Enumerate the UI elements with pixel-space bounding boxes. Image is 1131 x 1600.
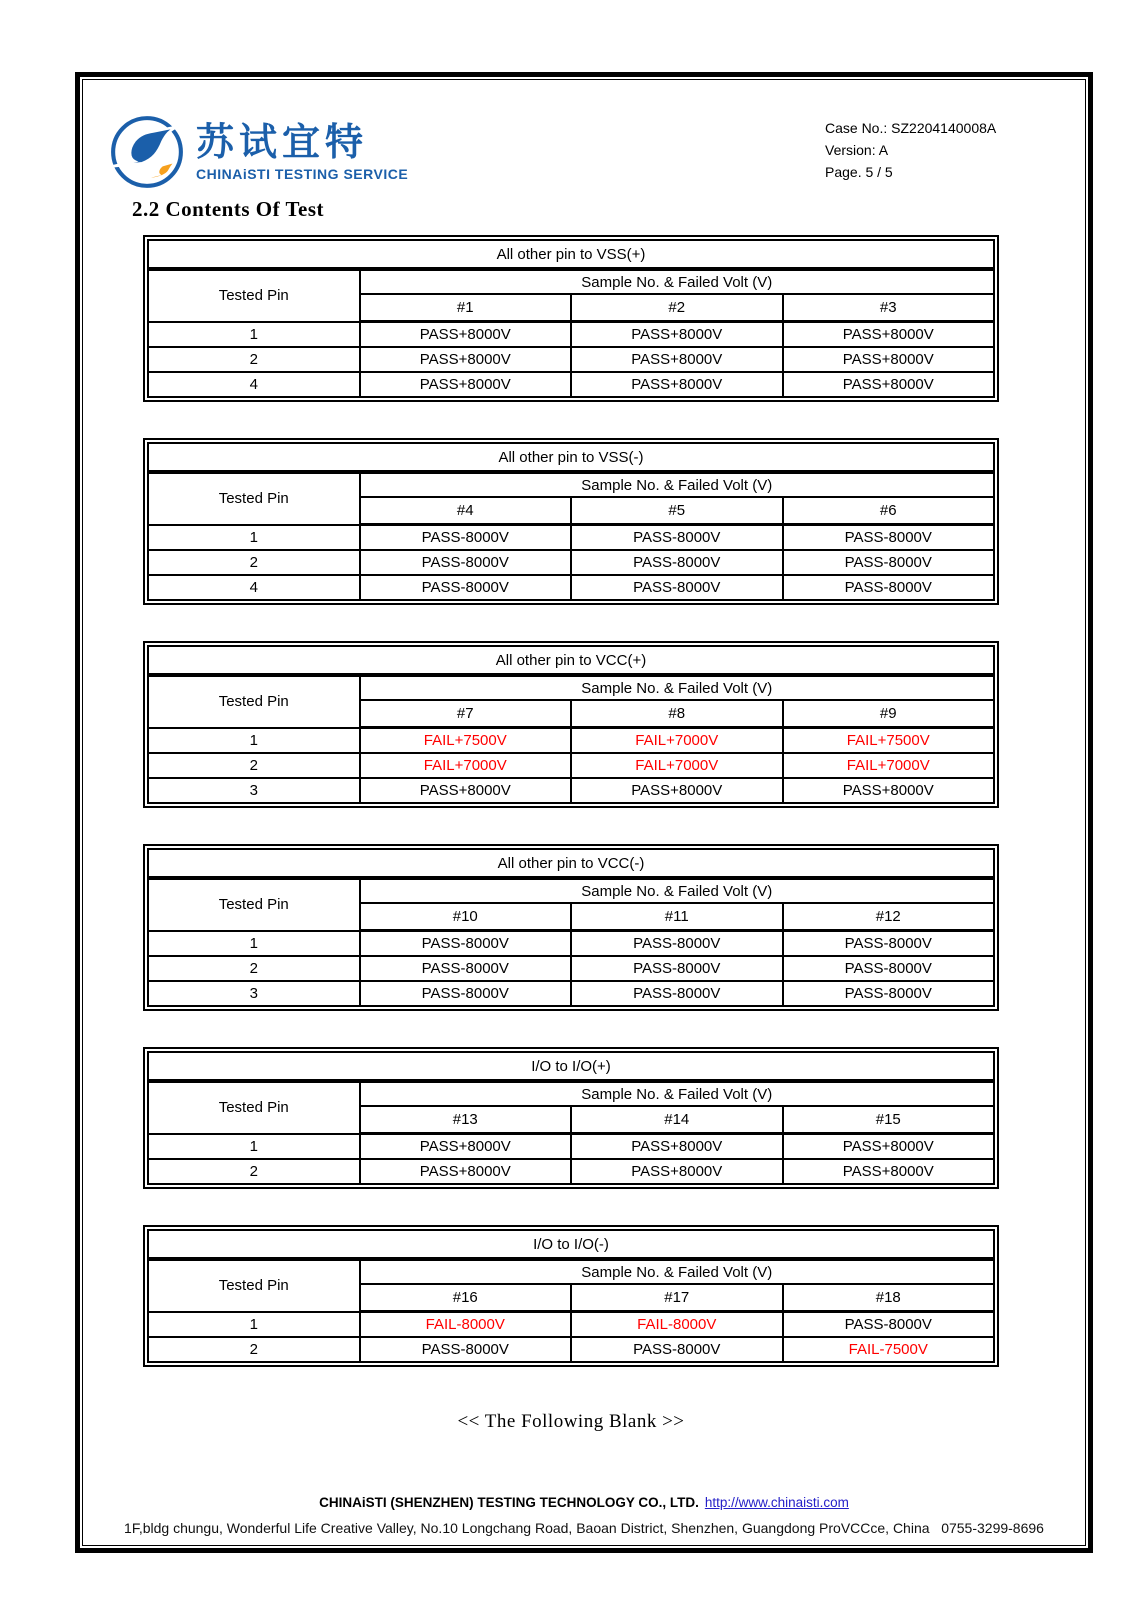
tested-pin-header: Tested Pin: [148, 472, 360, 525]
result-cell: FAIL-8000V: [571, 1312, 783, 1338]
test-result-table: [143, 438, 999, 605]
result-cell: PASS-8000V: [571, 931, 783, 957]
sample-column-header: #6: [783, 497, 995, 525]
sample-column-header: #14: [571, 1106, 783, 1134]
result-cell: PASS-8000V: [783, 956, 995, 981]
sample-column-header: #2: [571, 294, 783, 322]
result-cell: PASS-8000V: [360, 550, 572, 575]
test-result-table: [143, 1047, 999, 1189]
result-row: [148, 981, 994, 1006]
table-title: I/O to I/O(+): [148, 1052, 994, 1081]
tested-pin-cell: 2: [148, 753, 360, 778]
sample-column-header: #8: [571, 700, 783, 728]
result-cell: PASS-8000V: [783, 981, 995, 1006]
result-cell: PASS+8000V: [783, 322, 995, 348]
table-title: All other pin to VCC(-): [148, 849, 994, 878]
result-cell: PASS+8000V: [360, 1159, 572, 1184]
tested-pin-cell: 2: [148, 1337, 360, 1362]
result-row: [148, 1312, 994, 1338]
sample-column-header: #16: [360, 1284, 572, 1312]
sample-header: Sample No. & Failed Volt (V): [360, 472, 995, 497]
test-result-table: [143, 844, 999, 1011]
version: Version: A: [825, 142, 889, 158]
sample-column-header: #15: [783, 1106, 995, 1134]
sample-column-header: #12: [783, 903, 995, 931]
tested-pin-cell: 1: [148, 1312, 360, 1338]
result-cell: PASS-8000V: [783, 550, 995, 575]
tested-pin-header: Tested Pin: [148, 1081, 360, 1134]
result-cell: PASS-8000V: [571, 550, 783, 575]
result-cell: PASS-8000V: [571, 1337, 783, 1362]
result-cell: PASS-8000V: [783, 1312, 995, 1338]
result-cell: PASS+8000V: [360, 372, 572, 397]
case-number: Case No.: SZ2204140008A: [825, 120, 997, 136]
company-name: CHINAiSTI (SHENZHEN) TESTING TECHNOLOGY CO., LTD.: [319, 1495, 699, 1510]
result-cell: PASS+8000V: [360, 778, 572, 803]
section-title: 2.2 Contents Of Test: [132, 197, 325, 221]
sample-column-header: #18: [783, 1284, 995, 1312]
result-cell: PASS+8000V: [571, 1159, 783, 1184]
following-blank-note: << The Following Blank >>: [457, 1411, 685, 1432]
result-cell: PASS+8000V: [360, 1134, 572, 1160]
tested-pin-cell: 2: [148, 347, 360, 372]
table-title: I/O to I/O(-): [148, 1230, 994, 1259]
sample-column-header: #11: [571, 903, 783, 931]
sample-column-header: #7: [360, 700, 572, 728]
result-cell: PASS+8000V: [783, 372, 995, 397]
page-footer: [80, 1495, 1088, 1536]
result-row: [148, 753, 994, 778]
result-cell: PASS+8000V: [783, 1159, 995, 1184]
tested-pin-cell: 3: [148, 778, 360, 803]
result-cell: PASS+8000V: [571, 372, 783, 397]
result-cell: PASS-8000V: [360, 981, 572, 1006]
result-cell: PASS-8000V: [571, 575, 783, 600]
sample-column-header: #13: [360, 1106, 572, 1134]
result-cell: FAIL-8000V: [360, 1312, 572, 1338]
tested-pin-cell: 1: [148, 931, 360, 957]
result-row: [148, 525, 994, 551]
tested-pin-cell: 2: [148, 956, 360, 981]
sample-header: Sample No. & Failed Volt (V): [360, 1259, 995, 1284]
sample-column-header: #5: [571, 497, 783, 525]
result-row: [148, 778, 994, 803]
tested-pin-cell: 2: [148, 550, 360, 575]
sample-header: Sample No. & Failed Volt (V): [360, 269, 995, 294]
result-cell: PASS-8000V: [571, 981, 783, 1006]
result-cell: PASS-8000V: [360, 956, 572, 981]
sample-column-header: #10: [360, 903, 572, 931]
result-cell: FAIL+7000V: [571, 753, 783, 778]
result-cell: PASS+8000V: [571, 322, 783, 348]
sample-column-header: #1: [360, 294, 572, 322]
result-cell: PASS+8000V: [783, 778, 995, 803]
tested-pin-header: Tested Pin: [148, 269, 360, 322]
result-cell: FAIL-7500V: [783, 1337, 995, 1362]
result-cell: PASS+8000V: [783, 1134, 995, 1160]
result-cell: PASS-8000V: [571, 956, 783, 981]
test-result-table: [143, 1225, 999, 1367]
sample-column-header: #9: [783, 700, 995, 728]
tested-pin-cell: 1: [148, 1134, 360, 1160]
result-row: [148, 1159, 994, 1184]
table-title: All other pin to VSS(+): [148, 240, 994, 269]
result-cell: PASS+8000V: [783, 347, 995, 372]
result-row: [148, 372, 994, 397]
result-row: [148, 1337, 994, 1362]
doc-info: [825, 117, 996, 183]
tested-pin-cell: 1: [148, 728, 360, 754]
logo-swoosh-icon: [108, 113, 186, 191]
tested-pin-cell: 4: [148, 575, 360, 600]
sample-column-header: #17: [571, 1284, 783, 1312]
result-cell: PASS+8000V: [360, 322, 572, 348]
result-cell: PASS-8000V: [360, 1337, 572, 1362]
result-row: [148, 550, 994, 575]
tables-container: [143, 235, 999, 1367]
table-title: All other pin to VCC(+): [148, 646, 994, 675]
logo-subtitle: CHINAiSTI TESTING SERVICE: [196, 166, 409, 182]
company-logo: [108, 113, 408, 191]
tested-pin-cell: 2: [148, 1159, 360, 1184]
sample-header: Sample No. & Failed Volt (V): [360, 878, 995, 903]
result-cell: PASS+8000V: [571, 1134, 783, 1160]
result-cell: PASS-8000V: [783, 931, 995, 957]
result-cell: PASS-8000V: [571, 525, 783, 551]
table-title: All other pin to VSS(-): [148, 443, 994, 472]
result-cell: PASS-8000V: [783, 575, 995, 600]
page-number: Page. 5 / 5: [825, 164, 893, 180]
tested-pin-header: Tested Pin: [148, 1259, 360, 1312]
test-result-table: [143, 235, 999, 402]
result-cell: FAIL+7500V: [360, 728, 572, 754]
result-row: [148, 347, 994, 372]
sample-column-header: #3: [783, 294, 995, 322]
tested-pin-cell: 3: [148, 981, 360, 1006]
result-row: [148, 728, 994, 754]
result-cell: FAIL+7500V: [783, 728, 995, 754]
sample-header: Sample No. & Failed Volt (V): [360, 675, 995, 700]
result-row: [148, 322, 994, 348]
website-link[interactable]: http://www.chinaisti.com: [704, 1495, 849, 1510]
tested-pin-header: Tested Pin: [148, 878, 360, 931]
result-cell: FAIL+7000V: [571, 728, 783, 754]
tested-pin-cell: 1: [148, 322, 360, 348]
logo-chinese-name: 苏试宜特: [196, 122, 369, 164]
result-row: [148, 956, 994, 981]
tested-pin-header: Tested Pin: [148, 675, 360, 728]
result-cell: PASS-8000V: [783, 525, 995, 551]
result-row: [148, 1134, 994, 1160]
sample-column-header: #4: [360, 497, 572, 525]
result-cell: PASS-8000V: [360, 931, 572, 957]
result-cell: FAIL+7000V: [360, 753, 572, 778]
report-page: [75, 72, 1093, 1553]
result-cell: PASS-8000V: [360, 525, 572, 551]
tested-pin-cell: 1: [148, 525, 360, 551]
company-address: 1F,bldg chungu, Wonderful Life Creative Valley, No.10 Longchang Road, Baoan District, Shenzhen, Guangdong ProVCCce, China 0755-3299-8696: [124, 1520, 1044, 1536]
result-cell: FAIL+7000V: [783, 753, 995, 778]
result-row: [148, 575, 994, 600]
tested-pin-cell: 4: [148, 372, 360, 397]
result-row: [148, 931, 994, 957]
test-result-table: [143, 641, 999, 808]
result-cell: PASS-8000V: [360, 575, 572, 600]
result-cell: PASS+8000V: [571, 778, 783, 803]
result-cell: PASS+8000V: [360, 347, 572, 372]
result-cell: PASS+8000V: [571, 347, 783, 372]
sample-header: Sample No. & Failed Volt (V): [360, 1081, 995, 1106]
